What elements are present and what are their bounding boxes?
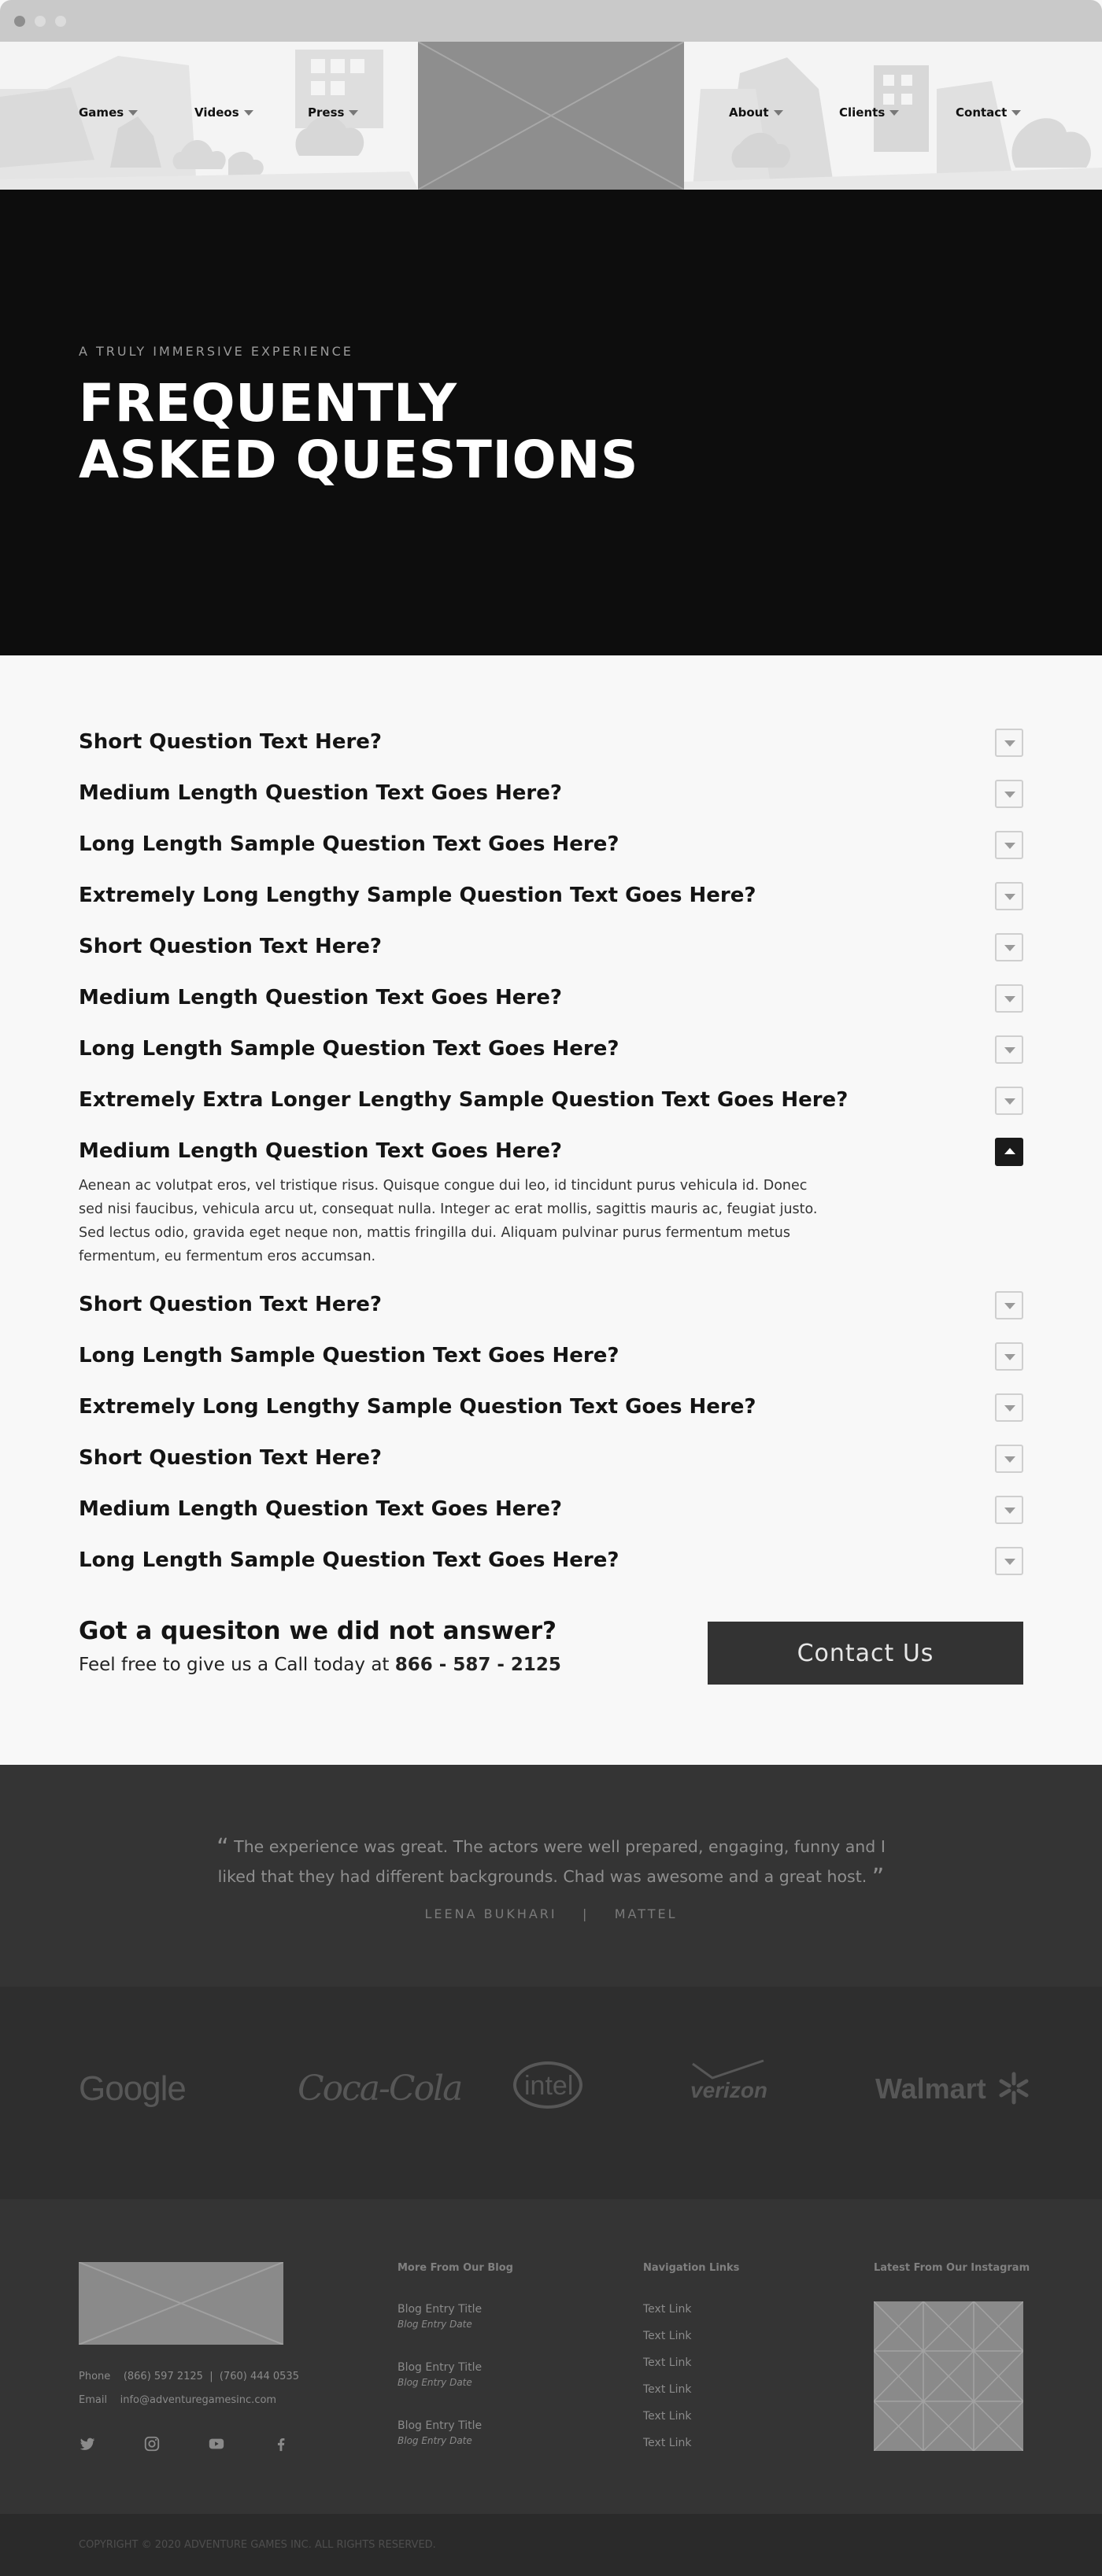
walmart-logo-text: Walmart bbox=[875, 2072, 986, 2105]
walmart-logo bbox=[875, 2072, 1030, 2105]
instagram-thumbnails bbox=[874, 2301, 1023, 2451]
nav-label: About bbox=[729, 105, 769, 120]
footer-link[interactable]: Text Link bbox=[643, 2410, 692, 2423]
faq-question[interactable]: Long Length Sample Question Text Goes Here? bbox=[79, 832, 619, 856]
chevron-down-icon bbox=[349, 110, 358, 116]
faq-question[interactable]: Extremely Long Lengthy Sample Question Text Goes Here? bbox=[79, 1395, 756, 1419]
footer-phone bbox=[79, 2371, 299, 2382]
faq-question[interactable]: Extremely Extra Longer Lengthy Sample Question Text Goes Here? bbox=[79, 1088, 849, 1112]
faq-question[interactable]: Long Length Sample Question Text Goes Here? bbox=[79, 1344, 619, 1367]
testimonial-attribution bbox=[0, 1906, 1102, 1921]
chevron-down-icon[interactable] bbox=[995, 1291, 1023, 1319]
twitter-icon[interactable] bbox=[79, 2435, 96, 2452]
verizon-logo-text: verizon bbox=[690, 2078, 768, 2102]
google-logo: Google bbox=[79, 2069, 186, 2108]
placeholder-cross-icon bbox=[79, 2262, 283, 2345]
footer-link[interactable]: Text Link bbox=[643, 2330, 692, 2342]
faq-question[interactable]: Long Length Sample Question Text Goes Here? bbox=[79, 1548, 619, 1572]
instagram-grid bbox=[874, 2301, 1023, 2451]
window-maximize-dot[interactable] bbox=[55, 16, 66, 27]
chevron-down-icon[interactable] bbox=[995, 780, 1023, 808]
attribution-separator: | bbox=[582, 1906, 590, 1921]
testimonial-company: MATTEL bbox=[614, 1906, 678, 1921]
chevron-down-icon bbox=[889, 110, 899, 116]
faq-question[interactable]: Extremely Long Lengthy Sample Question Text Goes Here? bbox=[79, 884, 756, 907]
chevron-down-icon[interactable] bbox=[995, 1035, 1023, 1064]
placeholder-cross-icon bbox=[418, 42, 684, 190]
open-quote-icon: “ bbox=[216, 1834, 229, 1862]
faq-question[interactable]: Short Question Text Here? bbox=[79, 730, 382, 754]
instagram-heading: Latest From Our Instagram bbox=[874, 2262, 1030, 2274]
blog-entry-title[interactable]: Blog Entry Title bbox=[398, 2419, 483, 2432]
page-title bbox=[79, 375, 638, 489]
faq-question[interactable]: Medium Length Question Text Goes Here? bbox=[79, 781, 562, 805]
page-title-line: ASKED QUESTIONS bbox=[79, 430, 638, 490]
chevron-down-icon[interactable] bbox=[995, 1445, 1023, 1473]
nav-contact[interactable] bbox=[956, 105, 1021, 120]
chevron-up-icon[interactable] bbox=[995, 1138, 1023, 1166]
blog-entry-date: Blog Entry Date bbox=[398, 2319, 472, 2330]
chevron-down-icon[interactable] bbox=[995, 831, 1023, 859]
client-logos bbox=[0, 1987, 1102, 2199]
copyright-text: COPYRIGHT © 2020 ADVENTURE GAMES INC. ALL RIGHTS RESERVED. bbox=[79, 2539, 436, 2551]
chevron-down-icon bbox=[1011, 110, 1021, 116]
close-quote-icon: ” bbox=[871, 1864, 885, 1891]
faq-question[interactable]: Short Question Text Here? bbox=[79, 1293, 382, 1316]
walmart-spark-icon bbox=[997, 2072, 1030, 2105]
phone-label: Phone bbox=[79, 2371, 111, 2382]
chevron-down-icon[interactable] bbox=[995, 882, 1023, 910]
site-footer bbox=[0, 2199, 1102, 2514]
cta-subtext bbox=[79, 1655, 561, 1675]
quote-line: The experience was great. The actors were well prepared, engaging, funny and I bbox=[234, 1837, 886, 1856]
chevron-down-icon bbox=[244, 110, 253, 116]
chevron-down-icon[interactable] bbox=[995, 933, 1023, 961]
blog-entry-date: Blog Entry Date bbox=[398, 2435, 472, 2446]
blog-entry-title[interactable]: Blog Entry Title bbox=[398, 2361, 483, 2374]
blog-heading: More From Our Blog bbox=[398, 2262, 513, 2274]
contact-us-button[interactable]: Contact Us bbox=[708, 1622, 1023, 1685]
browser-chrome bbox=[0, 0, 1102, 42]
nav-label: Games bbox=[79, 105, 124, 120]
nav-press[interactable] bbox=[308, 105, 358, 120]
faq-question[interactable]: Medium Length Question Text Goes Here? bbox=[79, 986, 562, 1009]
faq-question[interactable]: Medium Length Question Text Goes Here? bbox=[79, 1497, 562, 1521]
nav-videos[interactable] bbox=[194, 105, 253, 120]
phone-separator: | bbox=[209, 2371, 213, 2382]
faq-question[interactable]: Short Question Text Here? bbox=[79, 1446, 382, 1470]
phone-number[interactable]: (866) 597 2125 bbox=[123, 2371, 203, 2382]
nav-about[interactable] bbox=[729, 105, 783, 120]
chevron-down-icon[interactable] bbox=[995, 984, 1023, 1013]
phone-number[interactable]: (760) 444 0535 bbox=[219, 2371, 299, 2382]
cta-phone[interactable]: 866 - 587 - 2125 bbox=[394, 1655, 561, 1675]
navigation-links-heading: Navigation Links bbox=[643, 2262, 740, 2274]
nav-label: Clients bbox=[839, 105, 886, 120]
nav-label: Contact bbox=[956, 105, 1008, 120]
hero-banner bbox=[0, 190, 1102, 655]
testimonial-section bbox=[0, 1765, 1102, 1987]
footer-link[interactable]: Text Link bbox=[643, 2356, 692, 2369]
chevron-down-icon[interactable] bbox=[995, 1393, 1023, 1422]
cocacola-logo: Coca-Cola bbox=[298, 2069, 462, 2109]
intel-logo-text: intel bbox=[524, 2071, 574, 2101]
facebook-icon[interactable] bbox=[272, 2435, 290, 2452]
instagram-icon[interactable] bbox=[143, 2435, 161, 2452]
email-label: Email bbox=[79, 2394, 108, 2406]
chevron-down-icon[interactable] bbox=[995, 1496, 1023, 1524]
chevron-down-icon bbox=[774, 110, 783, 116]
cta-subtext-label: Feel free to give us a Call today at bbox=[79, 1655, 390, 1675]
chevron-down-icon[interactable] bbox=[995, 1342, 1023, 1371]
site-header bbox=[0, 42, 1102, 190]
footer-link[interactable]: Text Link bbox=[643, 2437, 692, 2449]
copyright-bar bbox=[0, 2514, 1102, 2576]
chevron-down-icon bbox=[128, 110, 138, 116]
chevron-down-icon[interactable] bbox=[995, 1547, 1023, 1575]
chevron-down-icon[interactable] bbox=[995, 729, 1023, 757]
verizon-logo bbox=[689, 2059, 767, 2106]
faq-section bbox=[0, 655, 1102, 1765]
window-close-dot[interactable] bbox=[14, 16, 25, 27]
intel-logo bbox=[513, 2061, 582, 2109]
footer-link[interactable]: Text Link bbox=[643, 2303, 692, 2316]
quote-line: liked that they had different backgrounds. Chad was awesome and a great host. bbox=[217, 1867, 867, 1886]
youtube-icon[interactable] bbox=[208, 2435, 225, 2452]
footer-logo-placeholder[interactable] bbox=[79, 2262, 283, 2345]
footer-link[interactable]: Text Link bbox=[643, 2383, 692, 2396]
footer-email bbox=[79, 2394, 276, 2406]
testimonial-quote bbox=[0, 1832, 1102, 1892]
hero-eyebrow: A TRULY IMMERSIVE EXPERIENCE bbox=[79, 344, 353, 359]
window-minimize-dot[interactable] bbox=[35, 16, 46, 27]
blog-entry-date: Blog Entry Date bbox=[398, 2377, 472, 2388]
testimonial-author: LEENA BUKHARI bbox=[424, 1906, 557, 1921]
email-link[interactable]: info@adventuregamesinc.com bbox=[120, 2394, 277, 2406]
blog-entry-title[interactable]: Blog Entry Title bbox=[398, 2303, 483, 2316]
chevron-down-icon[interactable] bbox=[995, 1087, 1023, 1115]
nav-games[interactable] bbox=[79, 105, 138, 120]
faq-answer: Aenean ac volutpat eros, vel tristique risus. Quisque congue dui leo, id tincidunt purus vehicula id. Donec sed nisi faucibus, vehicula arcu ut, consequat nulla. Integer ac erat mollis, sagittis mauris ac, feugiat justo. Sed lectus odio, gravida eget neque non, mattis fringilla dui. Aliquam pulvinar purus fermentum metus fermentum, eu fermentum eros accumsan. bbox=[79, 1178, 818, 1264]
logo-placeholder[interactable] bbox=[418, 42, 684, 190]
faq-question[interactable]: Long Length Sample Question Text Goes Here? bbox=[79, 1037, 619, 1061]
page-title-line: FREQUENTLY bbox=[79, 373, 457, 434]
nav-clients[interactable] bbox=[839, 105, 899, 120]
nav-label: Press bbox=[308, 105, 345, 120]
faq-question[interactable]: Short Question Text Here? bbox=[79, 935, 382, 958]
cta-title: Got a quesiton we did not answer? bbox=[79, 1617, 557, 1645]
nav-label: Videos bbox=[194, 105, 239, 120]
faq-question[interactable]: Medium Length Question Text Goes Here? bbox=[79, 1139, 562, 1163]
